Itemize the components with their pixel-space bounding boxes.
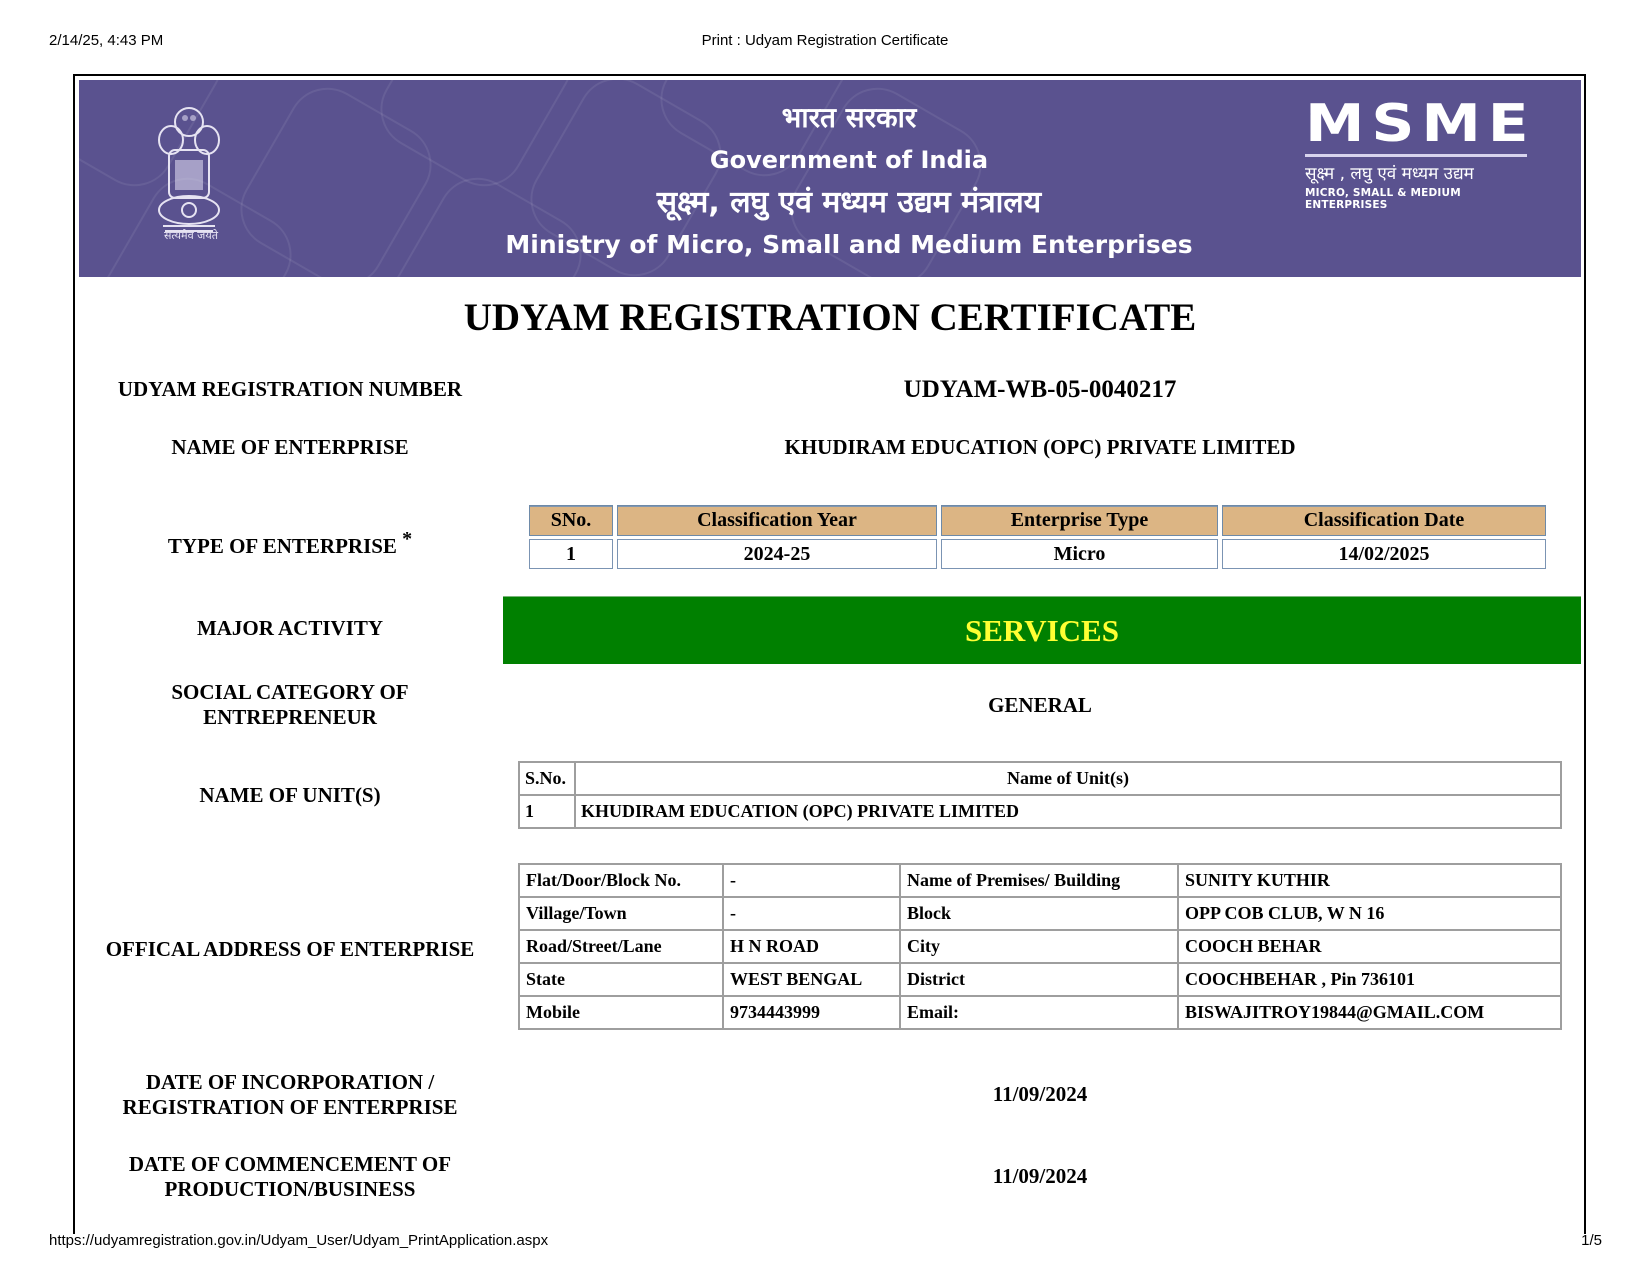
table-row: [529, 539, 1546, 569]
cell-field-label: State: [519, 963, 723, 996]
msme-logo-english: MICRO, SMALL & MEDIUM ENTERPRISES: [1305, 187, 1461, 211]
address-label: OFFICAL ADDRESS OF ENTERPRISE: [105, 937, 475, 961]
print-datetime: 2/14/25, 4:43 PM: [49, 32, 164, 49]
cell-field-value: SUNITY KUTHIR: [1178, 864, 1561, 897]
required-marker: *: [402, 528, 413, 550]
enterprise-type-label-text: TYPE OF ENTERPRISE: [167, 534, 397, 558]
msme-logo: [1305, 94, 1545, 211]
registration-number: UDYAM-WB-05-0040217: [903, 376, 1177, 403]
enterprise-name-label: NAME OF ENTERPRISE: [171, 435, 409, 459]
classification-header-row: [529, 505, 1546, 536]
incorporation-label-line2: REGISTRATION OF ENTERPRISE: [122, 1095, 458, 1119]
units-table: [518, 761, 1562, 829]
cell-classification-year: 2024-25: [617, 539, 937, 569]
msme-logo-hindi: सूक्ष्म , लघु एवं मध्यम उद्यम: [1305, 164, 1474, 184]
cell-field-label: Name of Premises/ Building: [900, 864, 1178, 897]
enterprise-name: KHUDIRAM EDUCATION (OPC) PRIVATE LIMITED: [784, 435, 1296, 459]
major-activity-label: MAJOR ACTIVITY: [196, 616, 384, 640]
cell-field-label: Village/Town: [519, 897, 723, 930]
classification-table: [525, 502, 1550, 572]
col-sno: S.No.: [519, 762, 575, 795]
social-category-value: GENERAL: [988, 693, 1092, 717]
major-activity-value: SERVICES: [503, 596, 1581, 664]
social-category-label-line2: ENTREPRENEUR: [203, 705, 377, 729]
commencement-date-label: [90, 1152, 490, 1202]
banner-ministry-name: Ministry of Micro, Small and Medium Enterprises: [505, 230, 1193, 259]
print-page-title: Print : Udyam Registration Certificate: [701, 32, 949, 49]
cell-sno: 1: [519, 795, 575, 828]
cell-field-value: OPP COB CLUB, W N 16: [1178, 897, 1561, 930]
cell-field-value: COOCHBEHAR , Pin 736101: [1178, 963, 1561, 996]
cell-sno: 1: [529, 539, 613, 569]
cell-field-label: City: [900, 930, 1178, 963]
col-unit-name: Name of Unit(s): [575, 762, 1561, 795]
print-url: https://udyamregistration.gov.in/Udyam_User/Udyam_PrintApplication.aspx: [49, 1232, 549, 1249]
cell-classification-date: 14/02/2025: [1222, 539, 1546, 569]
table-row: [519, 996, 1561, 1029]
cell-field-label: Flat/Door/Block No.: [519, 864, 723, 897]
banner-hindi-govt: भारत सरकार: [781, 101, 917, 134]
banner-hindi-ministry: सूक्ष्म, लघु एवं मध्यम उद्यम मंत्रालय: [656, 185, 1042, 220]
msme-logo-word: MSME: [1305, 94, 1536, 154]
print-page-number: 1/5: [1581, 1232, 1602, 1249]
registration-number-label: UDYAM REGISTRATION NUMBER: [117, 377, 463, 401]
cell-unit-name: KHUDIRAM EDUCATION (OPC) PRIVATE LIMITED: [575, 795, 1561, 828]
address-table: [518, 863, 1562, 1030]
cell-field-label: Block: [900, 897, 1178, 930]
gov-banner: [79, 80, 1581, 277]
incorporation-date-label: [90, 1070, 490, 1120]
col-classification-year: Classification Year: [617, 505, 937, 536]
cell-field-label: Mobile: [519, 996, 723, 1029]
cell-field-value: -: [723, 864, 900, 897]
incorporation-label-line1: DATE OF INCORPORATION /: [145, 1070, 435, 1094]
banner-government-of-india: Government of India: [709, 146, 989, 174]
table-row: [519, 864, 1561, 897]
cell-field-label: Road/Street/Lane: [519, 930, 723, 963]
msme-logo-rule: [1305, 154, 1527, 157]
table-row: [519, 795, 1561, 828]
social-category-label-line1: SOCIAL CATEGORY OF: [171, 680, 409, 704]
enterprise-type-label: [90, 527, 490, 559]
cell-field-label: Email:: [900, 996, 1178, 1029]
cell-field-value: -: [723, 897, 900, 930]
social-category-label: [90, 680, 490, 730]
cell-field-value: WEST BENGAL: [723, 963, 900, 996]
certificate-title: UDYAM REGISTRATION CERTIFICATE: [463, 296, 1197, 339]
incorporation-date: 11/09/2024: [992, 1082, 1088, 1106]
col-sno: SNo.: [529, 505, 613, 536]
emblem-caption: सत्यमेव जयते: [163, 229, 218, 242]
cell-field-value: 9734443999: [723, 996, 900, 1029]
commencement-date: 11/09/2024: [992, 1164, 1088, 1188]
col-classification-date: Classification Date: [1222, 505, 1546, 536]
col-enterprise-type: Enterprise Type: [941, 505, 1218, 536]
units-header-row: [519, 762, 1561, 795]
commencement-label-line2: PRODUCTION/BUSINESS: [164, 1177, 416, 1201]
cell-field-label: District: [900, 963, 1178, 996]
table-row: [519, 897, 1561, 930]
commencement-label-line1: DATE OF COMMENCEMENT OF: [128, 1152, 452, 1176]
table-row: [519, 930, 1561, 963]
table-row: [519, 963, 1561, 996]
units-label: NAME OF UNIT(S): [199, 783, 381, 807]
cell-enterprise-type: Micro: [941, 539, 1218, 569]
cell-field-value: COOCH BEHAR: [1178, 930, 1561, 963]
cell-field-value: H N ROAD: [723, 930, 900, 963]
cell-field-value: BISWAJITROY19844@GMAIL.COM: [1178, 996, 1561, 1029]
